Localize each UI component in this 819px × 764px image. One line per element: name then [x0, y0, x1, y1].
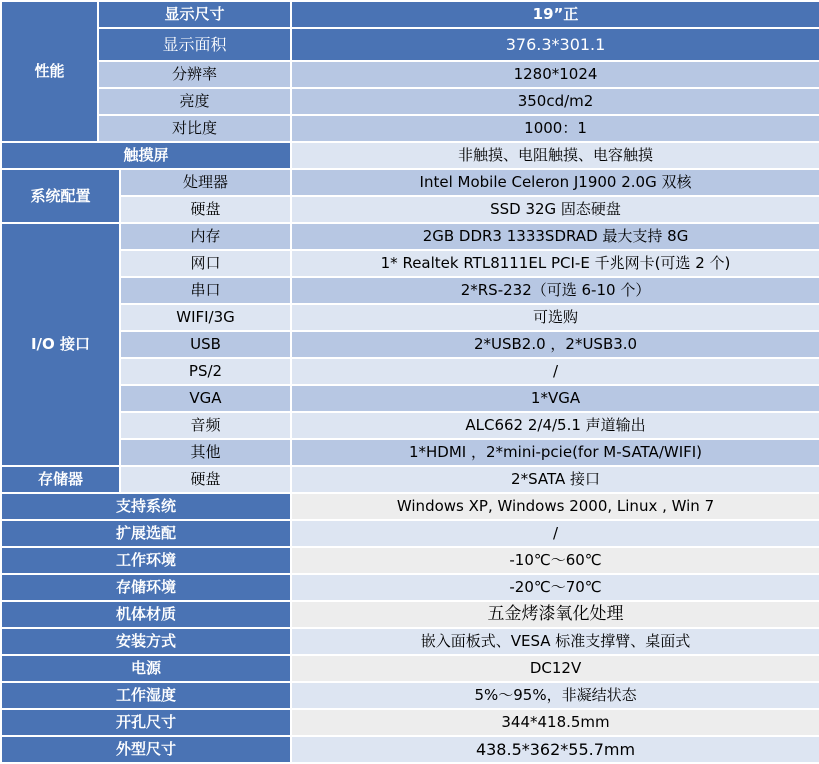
- group-label-io: I/O 接口: [1, 223, 120, 466]
- table-row: [1, 331, 819, 358]
- table-row: [1, 466, 819, 493]
- row-label-operating-temp: 工作环境: [1, 547, 291, 574]
- row-label-storage-temp: 存储环境: [1, 574, 291, 601]
- table-row: [1, 61, 819, 88]
- row-value-vga: 1*VGA: [291, 385, 819, 412]
- row-label-other: 其他: [120, 439, 291, 466]
- row-label-expansion: 扩展选配: [1, 520, 291, 547]
- row-label-vga: VGA: [120, 385, 291, 412]
- table-row: [1, 574, 819, 601]
- table-row: [1, 115, 819, 142]
- table-row: [1, 547, 819, 574]
- row-value-serial: 2*RS-232（可选 6-10 个）: [291, 277, 819, 304]
- row-value-material: 五金烤漆氧化处理: [291, 601, 819, 628]
- table-row: [1, 358, 819, 385]
- row-value-resolution: 1280*1024: [291, 61, 819, 88]
- table-row: [1, 250, 819, 277]
- table-row: [1, 520, 819, 547]
- table-row: [1, 169, 819, 196]
- group-label-performance: 性能: [1, 1, 98, 142]
- row-value-operating-temp: -10℃～60℃: [291, 547, 819, 574]
- table-row: [1, 142, 819, 169]
- row-label-contrast: 对比度: [98, 115, 291, 142]
- table-row: [1, 277, 819, 304]
- row-label-touchscreen: 触摸屏: [1, 142, 291, 169]
- group-label-system-config: 系统配置: [1, 169, 120, 223]
- row-value-brightness: 350cd/m2: [291, 88, 819, 115]
- row-label-audio: 音频: [120, 412, 291, 439]
- table-row: [1, 223, 819, 250]
- group-label-storage: 存储器: [1, 466, 120, 493]
- table-row: [1, 628, 819, 655]
- row-value-processor: Intel Mobile Celeron J1900 2.0G 双核: [291, 169, 819, 196]
- table-row: [1, 493, 819, 520]
- row-label-harddisk: 硬盘: [120, 196, 291, 223]
- row-label-storage-disk: 硬盘: [120, 466, 291, 493]
- row-value-contrast: 1000：1: [291, 115, 819, 142]
- table-row: [1, 709, 819, 736]
- row-label-display-area: 显示面积: [98, 28, 291, 61]
- row-label-mounting: 安装方式: [1, 628, 291, 655]
- table-row: [1, 655, 819, 682]
- table-row: [1, 385, 819, 412]
- row-label-power: 电源: [1, 655, 291, 682]
- row-label-processor: 处理器: [120, 169, 291, 196]
- row-value-memory: 2GB DDR3 1333SDRAD 最大支持 8G: [291, 223, 819, 250]
- table-row: [1, 736, 819, 763]
- row-value-lan: 1* Realtek RTL8111EL PCI-E 千兆网卡(可选 2 个): [291, 250, 819, 277]
- row-value-usb: 2*USB2.0 ，2*USB3.0: [291, 331, 819, 358]
- table-row: [1, 682, 819, 709]
- row-value-harddisk: SSD 32G 固态硬盘: [291, 196, 819, 223]
- table-row: [1, 304, 819, 331]
- row-value-display-area: 376.3*301.1: [291, 28, 819, 61]
- row-label-os: 支持系统: [1, 493, 291, 520]
- row-label-brightness: 亮度: [98, 88, 291, 115]
- row-value-mounting: 嵌入面板式、VESA 标准支撑臂、桌面式: [291, 628, 819, 655]
- row-label-lan: 网口: [120, 250, 291, 277]
- row-value-os: Windows XP, Windows 2000, Linux , Win 7: [291, 493, 819, 520]
- row-label-display-size: 显示尺寸: [98, 1, 291, 28]
- row-label-cutout-size: 开孔尺寸: [1, 709, 291, 736]
- row-value-dimensions: 438.5*362*55.7mm: [291, 736, 819, 763]
- row-label-wifi: WIFI/3G: [120, 304, 291, 331]
- table-row: [1, 601, 819, 628]
- table-row: [1, 28, 819, 61]
- row-value-storage-disk: 2*SATA 接口: [291, 466, 819, 493]
- row-value-storage-temp: -20℃～70℃: [291, 574, 819, 601]
- row-label-usb: USB: [120, 331, 291, 358]
- row-label-material: 机体材质: [1, 601, 291, 628]
- table-row: [1, 88, 819, 115]
- row-value-display-size: 19”正: [291, 1, 819, 28]
- table-row: [1, 439, 819, 466]
- row-value-cutout-size: 344*418.5mm: [291, 709, 819, 736]
- row-value-audio: ALC662 2/4/5.1 声道输出: [291, 412, 819, 439]
- row-label-ps2: PS/2: [120, 358, 291, 385]
- table-row: [1, 196, 819, 223]
- row-value-expansion: /: [291, 520, 819, 547]
- row-label-serial: 串口: [120, 277, 291, 304]
- table-row: [1, 1, 819, 28]
- row-value-power: DC12V: [291, 655, 819, 682]
- table-row: [1, 412, 819, 439]
- row-label-humidity: 工作湿度: [1, 682, 291, 709]
- row-label-memory: 内存: [120, 223, 291, 250]
- row-value-wifi: 可选购: [291, 304, 819, 331]
- row-label-resolution: 分辨率: [98, 61, 291, 88]
- row-value-ps2: /: [291, 358, 819, 385]
- row-value-touchscreen: 非触摸、电阻触摸、电容触摸: [291, 142, 819, 169]
- row-value-other: 1*HDMI ，2*mini-pcie(for M-SATA/WIFI): [291, 439, 819, 466]
- row-value-humidity: 5%～95%，非凝结状态: [291, 682, 819, 709]
- row-label-dimensions: 外型尺寸: [1, 736, 291, 763]
